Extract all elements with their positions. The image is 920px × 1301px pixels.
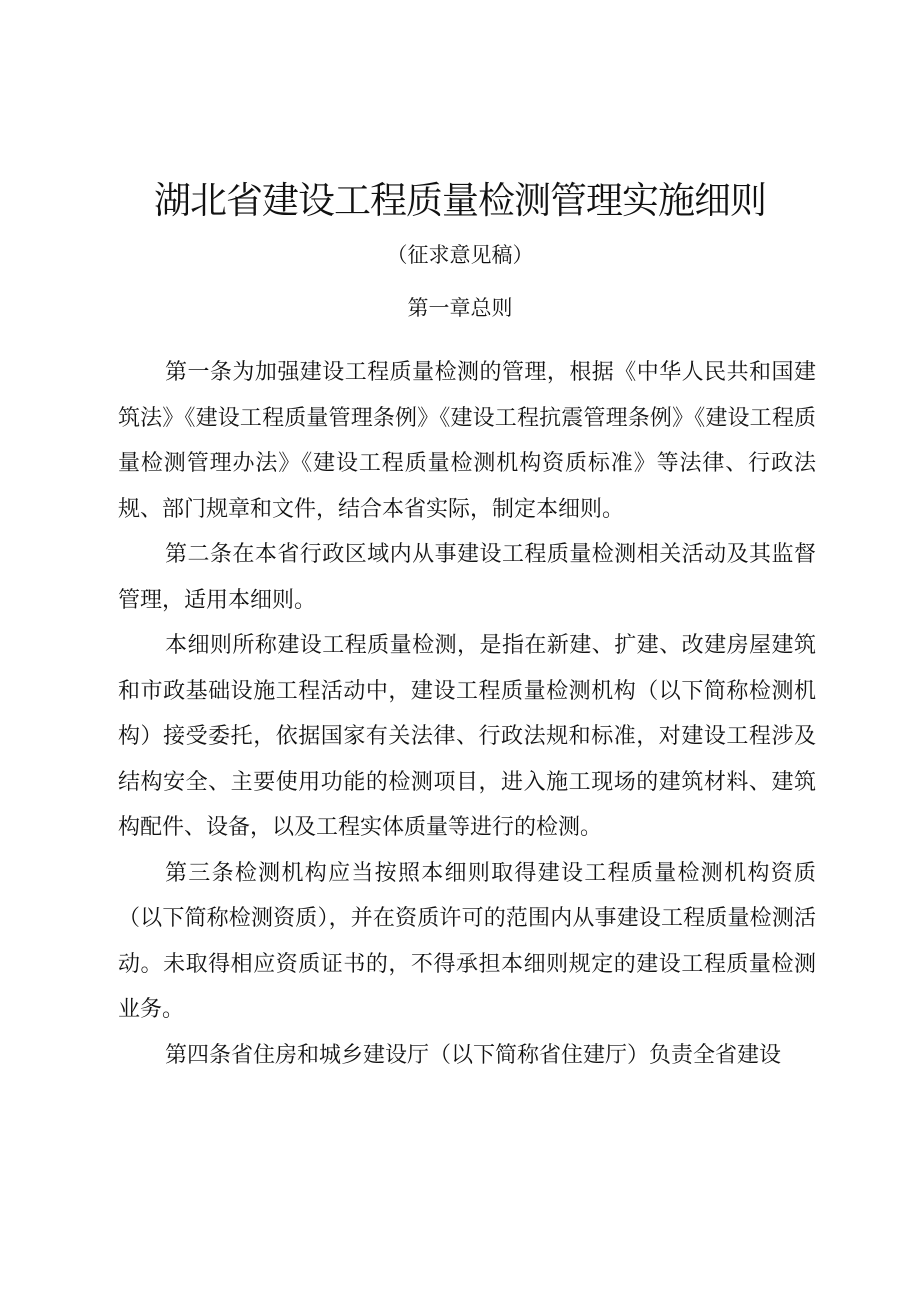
paragraph-definition: 本细则所称建设工程质量检测，是指在新建、扩建、改建房屋建筑和市政基础设施工程活动中，建设工程质量检测机构（以下简称检测机构）接受委托，依据国家有关法律、行政法规和标准，对建设工程涉及结构安全、主要使用功能的检测项目，进入施工现场的建筑材料、建筑构配件、设备，以及工程实体质量等进行的检测。 (118, 633, 816, 840)
paragraph-article-1: 第一条为加强建设工程质量检测的管理，根据《中华人民共和国建筑法》《建设工程质量管理条例》《建设工程抗震管理条例》《建设工程质量检测管理办法》《建设工程质量检测机构资质标准》等法律、行政法规、部门规章和文件，结合本省实际，制定本细则。 (118, 360, 816, 522)
chapter-heading: 第一章总则 (407, 296, 513, 320)
document-title: 湖北省建设工程质量检测管理实施细则 (154, 179, 766, 222)
document-subtitle: （征求意见稿） (386, 243, 534, 267)
document-body (118, 350, 816, 1078)
paragraph-article-3: 第三条检测机构应当按照本细则取得建设工程质量检测机构资质（以下简称检测资质），并在资质许可的范围内从事建设工程质量检测活动。未取得相应资质证书的，不得承担本细则规定的建设工程质量检测业务。 (118, 860, 816, 1022)
paragraph-article-2: 第二条在本省行政区域内从事建设工程质量检测相关活动及其监督管理，适用本细则。 (118, 542, 816, 613)
paragraph-article-4: 第四条省住房和城乡建设厅（以下简称省住建厅）负责全省建设 (165, 1042, 782, 1068)
